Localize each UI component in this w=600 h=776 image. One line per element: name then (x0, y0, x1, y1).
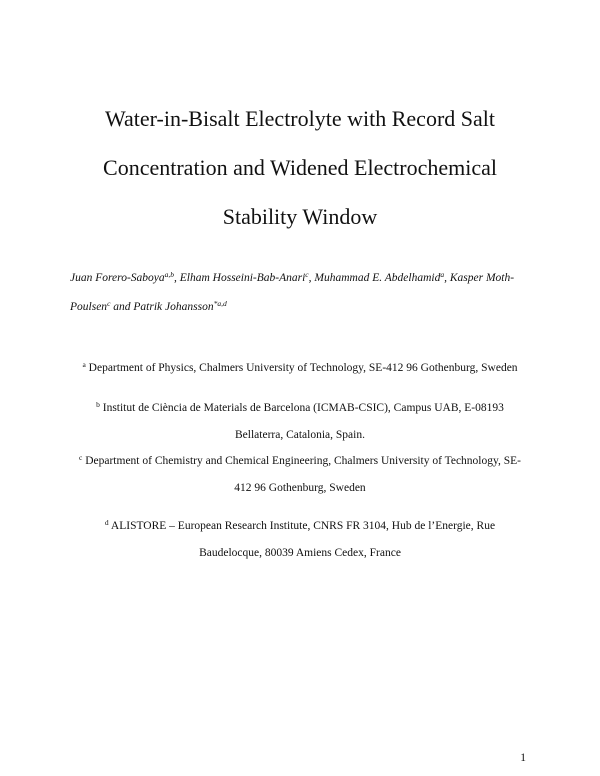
affiliation-label: a (82, 360, 86, 369)
title-line-2: Concentration and Widened Electrochemical (103, 155, 497, 180)
affiliation-a (0, 361, 600, 375)
author-superscript: c (305, 270, 309, 279)
page-number: 1 (520, 752, 526, 764)
author-superscript: *a,d (213, 299, 227, 308)
affiliation-d-line-1 (0, 519, 600, 533)
affiliation-b-line-1 (0, 401, 600, 415)
author-superscript: a,b (164, 270, 175, 279)
author-superscript: c (107, 299, 111, 308)
author-line-2 (70, 300, 540, 314)
affiliation-c-line-2: 412 96 Gothenburg, Sweden (234, 482, 366, 494)
author-name: Kasper Moth- (449, 272, 515, 284)
author-line-1: Juan Forero-Saboya$^{a,b}$, Elham Hosseini-Bab-Anari$^c$, Muhammad E. Abdelhamid$^a$, Kasper Moth- (70, 270, 515, 284)
affiliation-label: c (79, 453, 83, 462)
affiliation-d-line-2: Baudelocque, 80039 Amiens Cedex, France (199, 547, 401, 559)
affiliation-label: b (96, 400, 100, 409)
affiliation-label: d (104, 518, 109, 527)
affiliation-text: Institut de Ciència de Materials de Barcelona (ICMAB-CSIC), Campus UAB, E-08193 (102, 402, 504, 414)
author-name: Poulsen (70, 301, 108, 313)
affiliation-text: ALISTORE – European Research Institute, CNRS FR 3104, Hub de l’Energie, Rue (110, 520, 496, 532)
author-name: Patrik Johansson (133, 301, 214, 313)
affiliation-c-line-1 (0, 454, 600, 468)
author-name: Muhammad E. Abdelhamid (314, 272, 441, 284)
author-superscript: a (440, 270, 445, 279)
title-line-1: Water-in-Bisalt Electrolyte with Record Salt (104, 106, 495, 131)
author-name: Elham Hosseini-Bab-Anari (179, 272, 306, 284)
title-line-3: Stability Window (222, 204, 378, 229)
author-connector: and (113, 301, 131, 313)
affiliation-text: Department of Chemistry and Chemical Engineering, Chalmers University of Technology, SE- (85, 455, 521, 467)
affiliation-text: Department of Physics, Chalmers University of Technology, SE-412 96 Gothenburg, Sweden (88, 362, 518, 374)
affiliation-b-line-2: Bellaterra, Catalonia, Spain. (235, 429, 365, 441)
author-name: Juan Forero-Saboya (70, 272, 165, 284)
